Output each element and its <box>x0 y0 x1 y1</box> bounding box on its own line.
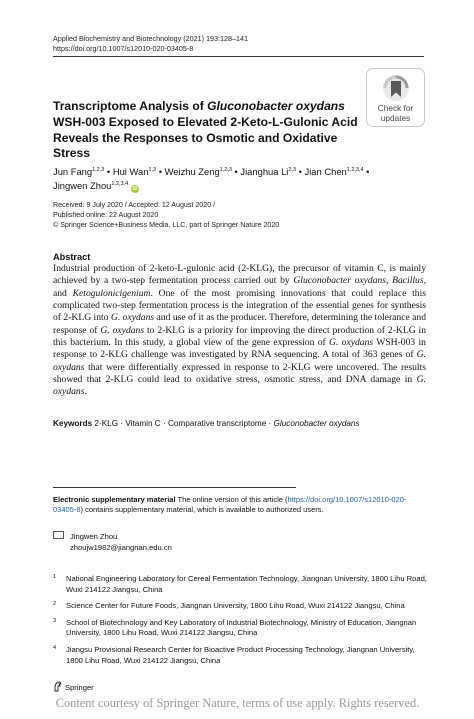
updates-label: updates <box>380 113 411 123</box>
affiliation-number: 2 <box>53 601 57 608</box>
affiliation-number: 3 <box>53 617 57 624</box>
courtesy-watermark: Content courtesy of Springer Nature, terms of use apply. Rights reserved. <box>55 696 420 710</box>
supplementary-link[interactable]: https://doi.org/10.1007/s12010-020-03405-8 <box>53 495 407 514</box>
keywords-label: Keywords <box>53 419 93 428</box>
affiliation-text: Science Center for Future Foods, Jiangnan University, 1800 Lihu Road, Wuxi 214122 Jiangsu, China <box>66 601 405 611</box>
author-separator: • <box>104 166 113 177</box>
keywords: Keywords 2-KLG · Vitamin C · Comparative transcriptome · Gluconobacter oxydans <box>53 419 360 428</box>
affiliation-number: 1 <box>53 574 57 580</box>
correspondence <box>53 531 172 553</box>
affiliation-item <box>53 601 431 612</box>
affiliation-number: 4 <box>53 644 57 651</box>
abstract-heading: Abstract <box>53 252 91 262</box>
corresponding-email[interactable]: zhoujw1982@jiangnan.edu.cn <box>70 542 172 552</box>
received-accepted: Received: 9 July 2020 / Accepted: 12 August 2020 / <box>53 201 216 209</box>
publisher-logo: Springer <box>53 681 94 692</box>
affiliations <box>53 574 431 672</box>
affiliation-item <box>53 618 431 639</box>
check-for-label: Check for <box>377 103 414 113</box>
envelope-icon <box>53 531 64 539</box>
author-list <box>53 165 433 193</box>
author-name[interactable]: Hui Wan <box>112 166 149 177</box>
abstract-text: Industrial production of 2-keto-L-gulonic acid (2-KLG), the precursor of vitamin C, is mainly achieved by a two-step fermentation process carried out by Gluconobacter oxydans, Bacillus, and Ketogulonicigenium. One of the most promising innovations that could replace this complicated two-step fermentation process is the integration of the essential genes for synthesis of 2-KLG into G. oxydans and use of it as the producer. Therefore, determining the tolerance and response of G. oxydans to 2-KLG is a priority for improving the direct production of 2-KLG in this bacterium. In this study, a global view of the gene expression of G. oxydans WSH-003 in response to 2-KLG challenge was investigated by RNA sequencing. A total of 363 genes of G. oxydans that were differentially expressed in response to 2-KLG were uncovered. The results showed that 2-KLG could lead to oxidative stress, osmotic stress, and DNA damage in G. oxydans. <box>53 263 426 398</box>
affiliation-item <box>53 645 431 666</box>
author-separator: • <box>363 166 370 177</box>
corresponding-author: Jingwen Zhou <box>70 532 118 541</box>
author-separator: • <box>296 166 305 177</box>
author-name[interactable]: Jian Chen <box>304 166 347 177</box>
author-name[interactable]: Weizhu Zeng <box>164 166 220 177</box>
author-affiliation-marker: 2,3 <box>288 167 297 173</box>
header-rule <box>53 56 424 57</box>
orcid-icon[interactable]: iD <box>132 186 138 192</box>
published-online: Published online: 22 August 2020 <box>53 210 159 219</box>
copyright-line: © Springer Science+Business Media, LLC, part of Springer Nature 2020 <box>53 220 280 229</box>
author-name[interactable]: Jun Fang <box>53 166 93 177</box>
publication-dates <box>53 201 279 230</box>
journal-header <box>53 34 248 53</box>
supplementary-note: Electronic supplementary material The online version of this article (https://doi.org/10.1007/s12010-020-03405-8) contains supplementary material, which is available to authorized users. <box>53 495 407 514</box>
author-separator: • <box>231 166 241 177</box>
author-affiliation-marker: 1,2,3 <box>219 167 232 173</box>
author-affiliation-marker: 1,2,3,4 <box>111 181 129 187</box>
author-name[interactable]: Jianghua Li <box>240 166 289 177</box>
article-title: Transcriptome Analysis of Gluconobacter oxydans WSH-003 Exposed to Elevated 2-Keto-L-Gulonic Acid Reveals the Responses to Osmotic and Oxidative Stress <box>53 99 358 161</box>
author-affiliation-marker: 1,3 <box>148 167 157 173</box>
affiliation-text: School of Biotechnology and Key Laboratory of Industrial Biotechnology, Ministry of Education, Jiangnan University, 1800 Lihu Road, Wuxi 214122 Jiangsu, China <box>66 617 417 638</box>
affiliation-text: Jiangsu Provisional Research Center for Bioactive Product Processing Technology, Jiangnan University, 1800 Lihu Road, Wuxi 214122 Jiangsu, China <box>66 644 415 665</box>
check-for-updates-badge[interactable] <box>366 68 425 127</box>
author-affiliation-marker: 1,2,3,4 <box>346 167 364 173</box>
affiliation-text: National Engineering Laboratory for Cereal Fermentation Technology, Jiangnan University, 1800 Lihu Road, Wuxi 214122 Jiangsu, China <box>66 574 427 594</box>
author-affiliation-marker: 1,2,3 <box>92 167 105 173</box>
bookmark-refresh-icon <box>380 73 412 103</box>
springer-horse-icon <box>53 681 63 692</box>
journal-doi[interactable]: https://doi.org/10.1007/s12010-020-03405-8 <box>53 43 194 53</box>
journal-citation: Applied Biochemistry and Biotechnology (2021) 193:128–141 <box>53 34 248 43</box>
footnote-rule <box>53 487 296 488</box>
affiliation-item <box>53 574 431 595</box>
author-name[interactable]: Jingwen Zhou <box>53 180 112 191</box>
author-separator: • <box>156 166 165 177</box>
